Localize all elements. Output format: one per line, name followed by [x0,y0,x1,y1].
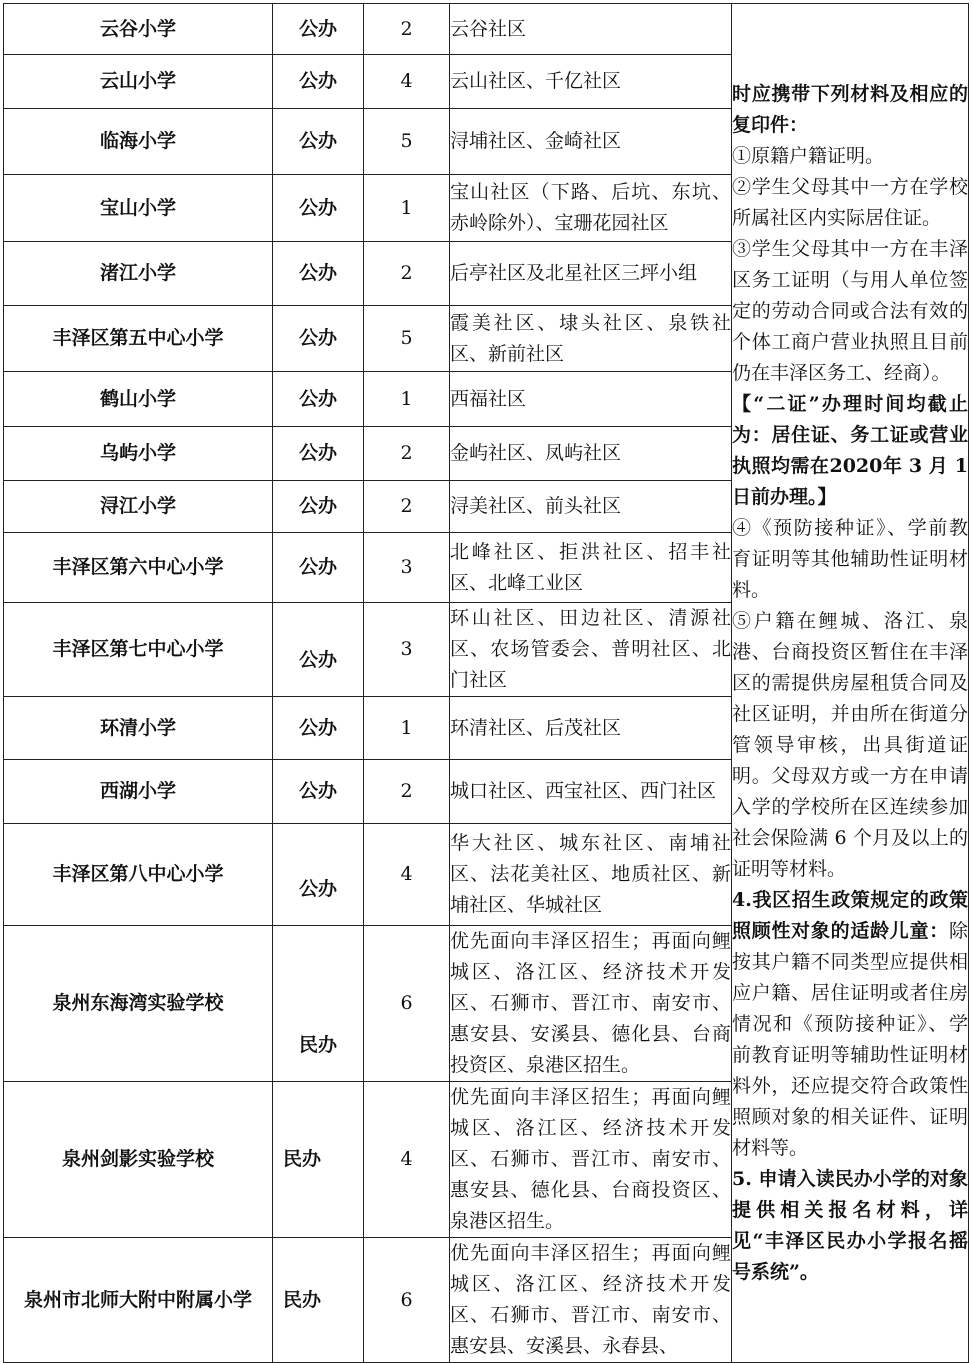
class-count: 2 [364,4,450,55]
school-name: 西湖小学 [4,760,273,824]
school-type: 公办 [273,824,364,926]
class-count: 6 [364,1238,450,1363]
notes-month-unit: 月 [928,454,949,477]
service-area: 优先面向丰泽区招生；再面向鲤城区、洛江区、经济技术开发区、石狮市、晋江市、南安市、惠安县、德化县、台商投资区、泉港区招生。 [450,1082,732,1238]
class-count: 5 [364,306,450,372]
notes-item: ①原籍户籍证明。 [732,144,885,167]
class-count: 4 [364,1082,450,1238]
school-name: 宝山小学 [4,175,273,242]
school-name: 渚江小学 [4,242,273,306]
notes-policy-heading: 4.我区招生政策规定的政策照顾性对象的适龄儿童： [732,888,968,942]
school-name: 泉州市北师大附中附属小学 [4,1238,273,1363]
service-area: 浔美社区、前头社区 [450,481,732,533]
service-area: 云山社区、千亿社区 [450,55,732,109]
class-count: 4 [364,55,450,109]
school-type: 民办 [273,1082,364,1238]
school-name: 丰泽区第六中心小学 [4,533,273,603]
class-count: 2 [364,427,450,481]
class-count: 1 [364,697,450,760]
school-type: 公办 [273,175,364,242]
service-area: 浔埔社区、金崎社区 [450,109,732,175]
class-count: 2 [364,760,450,824]
school-name: 乌屿小学 [4,427,273,481]
school-type: 公办 [273,697,364,760]
notes-deadline-text: 【“二证”办理时间均截止为：居住证、务工证或营业执照均需在 [732,392,968,477]
school-name: 环清小学 [4,697,273,760]
school-type: 公办 [273,4,364,55]
notes-item: ⑤户籍在鲤城、洛江、泉港、台商投资区暂住在丰泽区的需提供房屋租赁合同及社区证明，并由所在街道分管领导审核，出具街道证明。父母双方或一方在申请入学的学校所在区连续参加社会保险满 6 个月及以上的证明等材料。 [732,609,968,880]
class-count: 1 [364,372,450,427]
service-area: 城口社区、西宝社区、西门社区 [450,760,732,824]
notes-column [732,4,969,1363]
school-type: 公办 [273,242,364,306]
service-area: 金屿社区、凤屿社区 [450,427,732,481]
notes-policy [732,885,968,1164]
notes-policy-body: 除按其户籍不同类型应提供相应户籍、居住证明或者住房情况和《预防接种证》、学前教育证明等辅助性证明材料外，还应提交符合政策性照顾对象的相关证件、证明材料等。 [732,919,968,1159]
class-count: 3 [364,603,450,697]
class-count: 4 [364,824,450,926]
service-area: 优先面向丰泽区招生；再面向鲤城区、洛江区、经济技术开发区、石狮市、晋江市、南安市、惠安县、安溪县、德化县、台商投资区、泉港区招生。 [450,926,732,1082]
class-count: 2 [364,481,450,533]
service-area: 云谷社区 [450,4,732,55]
class-count: 2 [364,242,450,306]
service-area: 西福社区 [450,372,732,427]
school-name: 鹤山小学 [4,372,273,427]
school-type: 公办 [273,372,364,427]
service-area: 北峰社区、拒洪社区、招丰社区、北峰工业区 [450,533,732,603]
notes-month: 3 [908,454,923,477]
school-type: 公办 [273,481,364,533]
school-type: 民办 [273,1238,364,1363]
enrollment-table [3,3,969,1363]
service-area: 环山社区、田边社区、清源社区、农场管委会、普明社区、北门社区 [450,603,732,697]
notes-year: 2020 [829,454,883,477]
service-area: 华大社区、城东社区、南埔社区、法花美社区、地质社区、新埔社区、华城社区 [450,824,732,926]
notes-item: ②学生父母其中一方在学校所属社区内实际居住证。 [732,175,968,229]
school-name: 浔江小学 [4,481,273,533]
school-type: 公办 [273,427,364,481]
school-type: 民办 [273,926,364,1082]
school-type: 公办 [273,109,364,175]
school-name: 云谷小学 [4,4,273,55]
class-count: 6 [364,926,450,1082]
school-type: 公办 [273,533,364,603]
class-count: 1 [364,175,450,242]
service-area: 环清社区、后茂社区 [450,697,732,760]
notes-item: ④《预防接种证》、学前教育证明等其他辅助性证明材料。 [732,516,968,601]
school-name: 泉州剑影实验学校 [4,1082,273,1238]
school-type: 公办 [273,603,364,697]
class-count: 3 [364,533,450,603]
service-area: 宝山社区（下路、后坑、东坑、赤岭除外）、宝珊花园社区 [450,175,732,242]
school-type: 公办 [273,306,364,372]
school-name: 云山小学 [4,55,273,109]
table-row [4,4,969,55]
service-area: 优先面向丰泽区招生；再面向鲤城区、洛江区、经济技术开发区、石狮市、晋江市、南安市、惠安县、安溪县、永春县、 [450,1238,732,1363]
notes-day: 1 [954,454,968,477]
school-name: 丰泽区第八中心小学 [4,824,273,926]
notes-year-unit: 年 [882,454,903,477]
notes-heading: 时应携带下列材料及相应的复印件： [732,82,968,136]
notes-deadline [732,389,968,513]
school-name: 丰泽区第七中心小学 [4,603,273,697]
service-area: 霞美社区、埭头社区、泉铁社区、新前社区 [450,306,732,372]
class-count: 5 [364,109,450,175]
school-name: 丰泽区第五中心小学 [4,306,273,372]
notes-deadline-end: 日前办理。】 [732,485,837,508]
service-area: 后亭社区及北星社区三坪小组 [450,242,732,306]
school-name: 泉州东海湾实验学校 [4,926,273,1082]
school-type: 公办 [273,55,364,109]
school-type: 公办 [273,760,364,824]
notes-private-school: 5. 申请入读民办小学的对象提供相关报名材料，详见“丰泽区民办小学报名摇号系统”。 [732,1167,968,1283]
school-name: 临海小学 [4,109,273,175]
notes-item: ③学生父母其中一方在丰泽区务工证明（与用人单位签定的劳动合同或合法有效的个体工商户营业执照且目前仍在丰泽区务工、经商）。 [732,237,968,384]
